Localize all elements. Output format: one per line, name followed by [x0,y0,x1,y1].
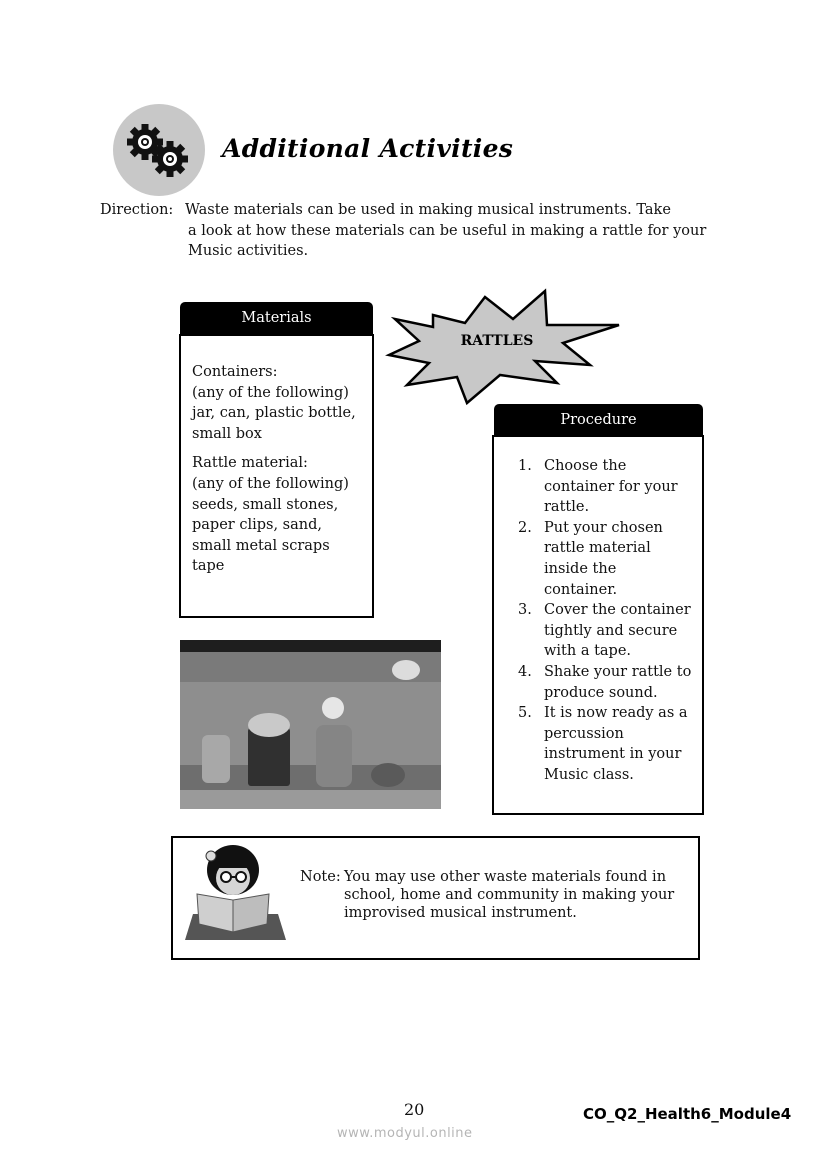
step-text: Choose the container for your rattle. [544,458,678,516]
procedure-box [492,435,704,815]
rattles-photo [180,640,441,809]
direction-text-rest: a look at how these materials can be useful in making a rattle for your Music activities. [188,222,707,259]
can-rattle [202,735,230,783]
materials-section-note: (any of the following) [192,384,349,401]
procedure-heading: Procedure [494,404,703,436]
gears-icon-circle [113,104,205,196]
materials-heading: Materials [180,302,373,334]
materials-section-items: jar, can, plastic bottle, small box [192,405,356,442]
materials-section-items: seeds, small stones, paper clips, sand, small metal scraps tape [192,496,339,575]
direction-text-line1: Waste materials can be used in making musical instruments. Take [185,202,671,218]
box-rattle [371,763,405,787]
procedure-step: 5. It is now ready as a percussion instrument in your Music class. [518,705,688,783]
materials-section-containers [192,362,362,444]
module-code: CO_Q2_Health6_Module4 [583,1105,792,1123]
bottle-rattle [316,725,352,787]
far-bottle-rattle [392,660,420,680]
step-text: It is now ready as a percussion instrument in your Music class. [544,705,688,783]
materials-section-rattle [192,453,362,577]
starburst-label: RATTLES [460,333,534,349]
girl-reading-book-icon [183,842,288,942]
note-body: You may use other waste materials found in school, home and community in making your improvised musical instrument. [344,869,675,921]
rattles-starburst [385,285,625,410]
direction-label: Direction: [100,202,174,218]
step-text: Put your chosen rattle material inside the container. [544,519,663,598]
note-label: Note: [300,869,341,885]
procedure-step: 2. Put your chosen rattle material inside the container. [518,519,663,598]
procedure-step: 4. Shake your rattle to produce sound. [518,663,692,701]
gears-icon [113,104,205,196]
materials-box [179,334,374,618]
materials-section-title: Rattle material: [192,455,308,472]
page-number: 20 [404,1100,425,1119]
procedure-step: 1. Choose the container for your rattle. [518,458,678,516]
section-title: Additional Activities [222,134,514,163]
step-text: Shake your rattle to produce sound. [544,663,692,701]
step-text: Cover the container tightly and secure with a tape. [544,602,691,660]
watermark-link[interactable]: www.modyul.online [337,1126,473,1141]
procedure-step: 3. Cover the container tightly and secure with a tape. [518,602,691,660]
procedure-steps [494,456,694,786]
materials-section-note: (any of the following) [192,475,349,492]
materials-section-title: Containers: [192,364,278,380]
